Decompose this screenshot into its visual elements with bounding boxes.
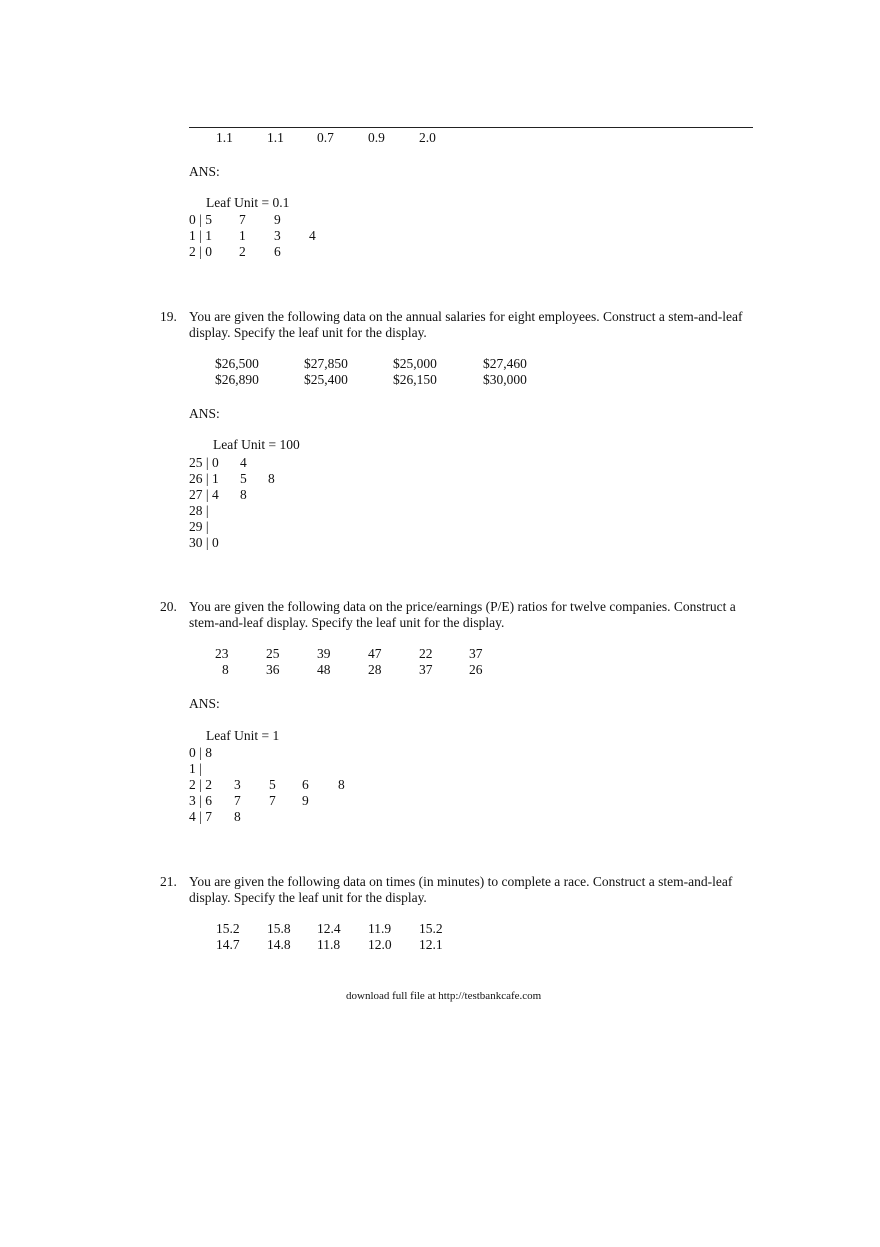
q20-number: 20. [160,599,177,614]
data-value: 12.0 [368,937,392,952]
stem: 2 | 0 [189,244,212,259]
data-value: 15.2 [419,921,443,936]
data-value: 26 [469,662,483,677]
question-line: display. Specify the leaf unit for the display. [189,325,427,340]
stem: 2 | 2 [189,777,212,792]
stem: 4 | 7 [189,809,212,824]
q20-leaf-unit: Leaf Unit = 1 [206,728,280,743]
leaf: 7 [234,793,241,808]
data-value: 15.2 [216,921,240,936]
question-line: display. Specify the leaf unit for the display. [189,890,427,905]
data-value: $27,460 [483,356,527,371]
stem: 29 | [189,519,209,534]
stem: 30 | 0 [189,535,219,550]
leaf: 5 [269,777,276,792]
leaf: 7 [239,212,246,227]
stem: 25 | 0 [189,455,219,470]
q21-question-text [189,874,759,906]
data-value: $26,150 [393,372,437,387]
data-value: 14.8 [267,937,291,952]
leaf: 5 [240,471,247,486]
data-value: 8 [222,662,229,677]
data-value: $26,500 [215,356,259,371]
leaf: 9 [274,212,281,227]
question-line: You are given the following data on the price/earnings (P/E) ratios for twelve companies. Construct a [189,599,736,614]
question-line: stem-and-leaf display. Specify the leaf unit for the display. [189,615,505,630]
q19-leaf-unit: Leaf Unit = 100 [213,437,300,452]
stem: 0 | 5 [189,212,212,227]
leaf: 7 [269,793,276,808]
q20-ans-label: ANS: [189,696,220,711]
data-value: $25,000 [393,356,437,371]
data-value: 23 [215,646,229,661]
data-value: 2.0 [419,130,436,145]
footer-download-note: download full file at http://testbankcafe.com [346,990,542,1002]
q20-question-text [189,599,759,631]
q19-question-text [189,309,759,341]
data-value: 0.9 [368,130,385,145]
data-value: 47 [368,646,382,661]
leaf: 9 [302,793,309,808]
data-value: 25 [266,646,280,661]
data-value: 22 [419,646,433,661]
data-value: $26,890 [215,372,259,387]
stem: 3 | 6 [189,793,212,808]
stem: 0 | 8 [189,745,212,760]
data-value: $25,400 [304,372,348,387]
data-value: 12.1 [419,937,443,952]
data-value: 1.1 [267,130,284,145]
data-value: 36 [266,662,280,677]
table-top-rule [189,127,753,128]
data-value: $27,850 [304,356,348,371]
leaf: 3 [274,228,281,243]
q18-ans-label: ANS: [189,164,220,179]
data-value: 12.4 [317,921,341,936]
q19-number: 19. [160,309,177,324]
leaf: 3 [234,777,241,792]
leaf: 1 [239,228,246,243]
leaf: 8 [234,809,241,824]
q18-leaf-unit: Leaf Unit = 0.1 [206,195,290,210]
leaf: 8 [268,471,275,486]
question-line: You are given the following data on the annual salaries for eight employees. Construct a stem-and-leaf [189,309,743,324]
q21-number: 21. [160,874,177,889]
leaf: 6 [302,777,309,792]
stem: 1 | 1 [189,228,212,243]
data-value: 37 [469,646,483,661]
stem: 1 | [189,761,202,776]
leaf: 2 [239,244,246,259]
leaf: 8 [338,777,345,792]
data-value: 11.8 [317,937,341,952]
stem: 28 | [189,503,209,518]
q19-ans-label: ANS: [189,406,220,421]
data-value: 28 [368,662,382,677]
leaf: 4 [309,228,316,243]
leaf: 6 [274,244,281,259]
question-line: You are given the following data on times (in minutes) to complete a race. Construct a stem-and-leaf [189,874,733,889]
data-value: 37 [419,662,433,677]
leaf: 4 [240,455,247,470]
data-value: $30,000 [483,372,527,387]
data-value: 0.7 [317,130,334,145]
data-value: 39 [317,646,331,661]
leaf: 8 [240,487,247,502]
data-value: 15.8 [267,921,291,936]
stem: 27 | 4 [189,487,219,502]
data-value: 48 [317,662,331,677]
data-value: 1.1 [216,130,233,145]
stem: 26 | 1 [189,471,219,486]
data-value: 14.7 [216,937,240,952]
data-value: 11.9 [368,921,392,936]
